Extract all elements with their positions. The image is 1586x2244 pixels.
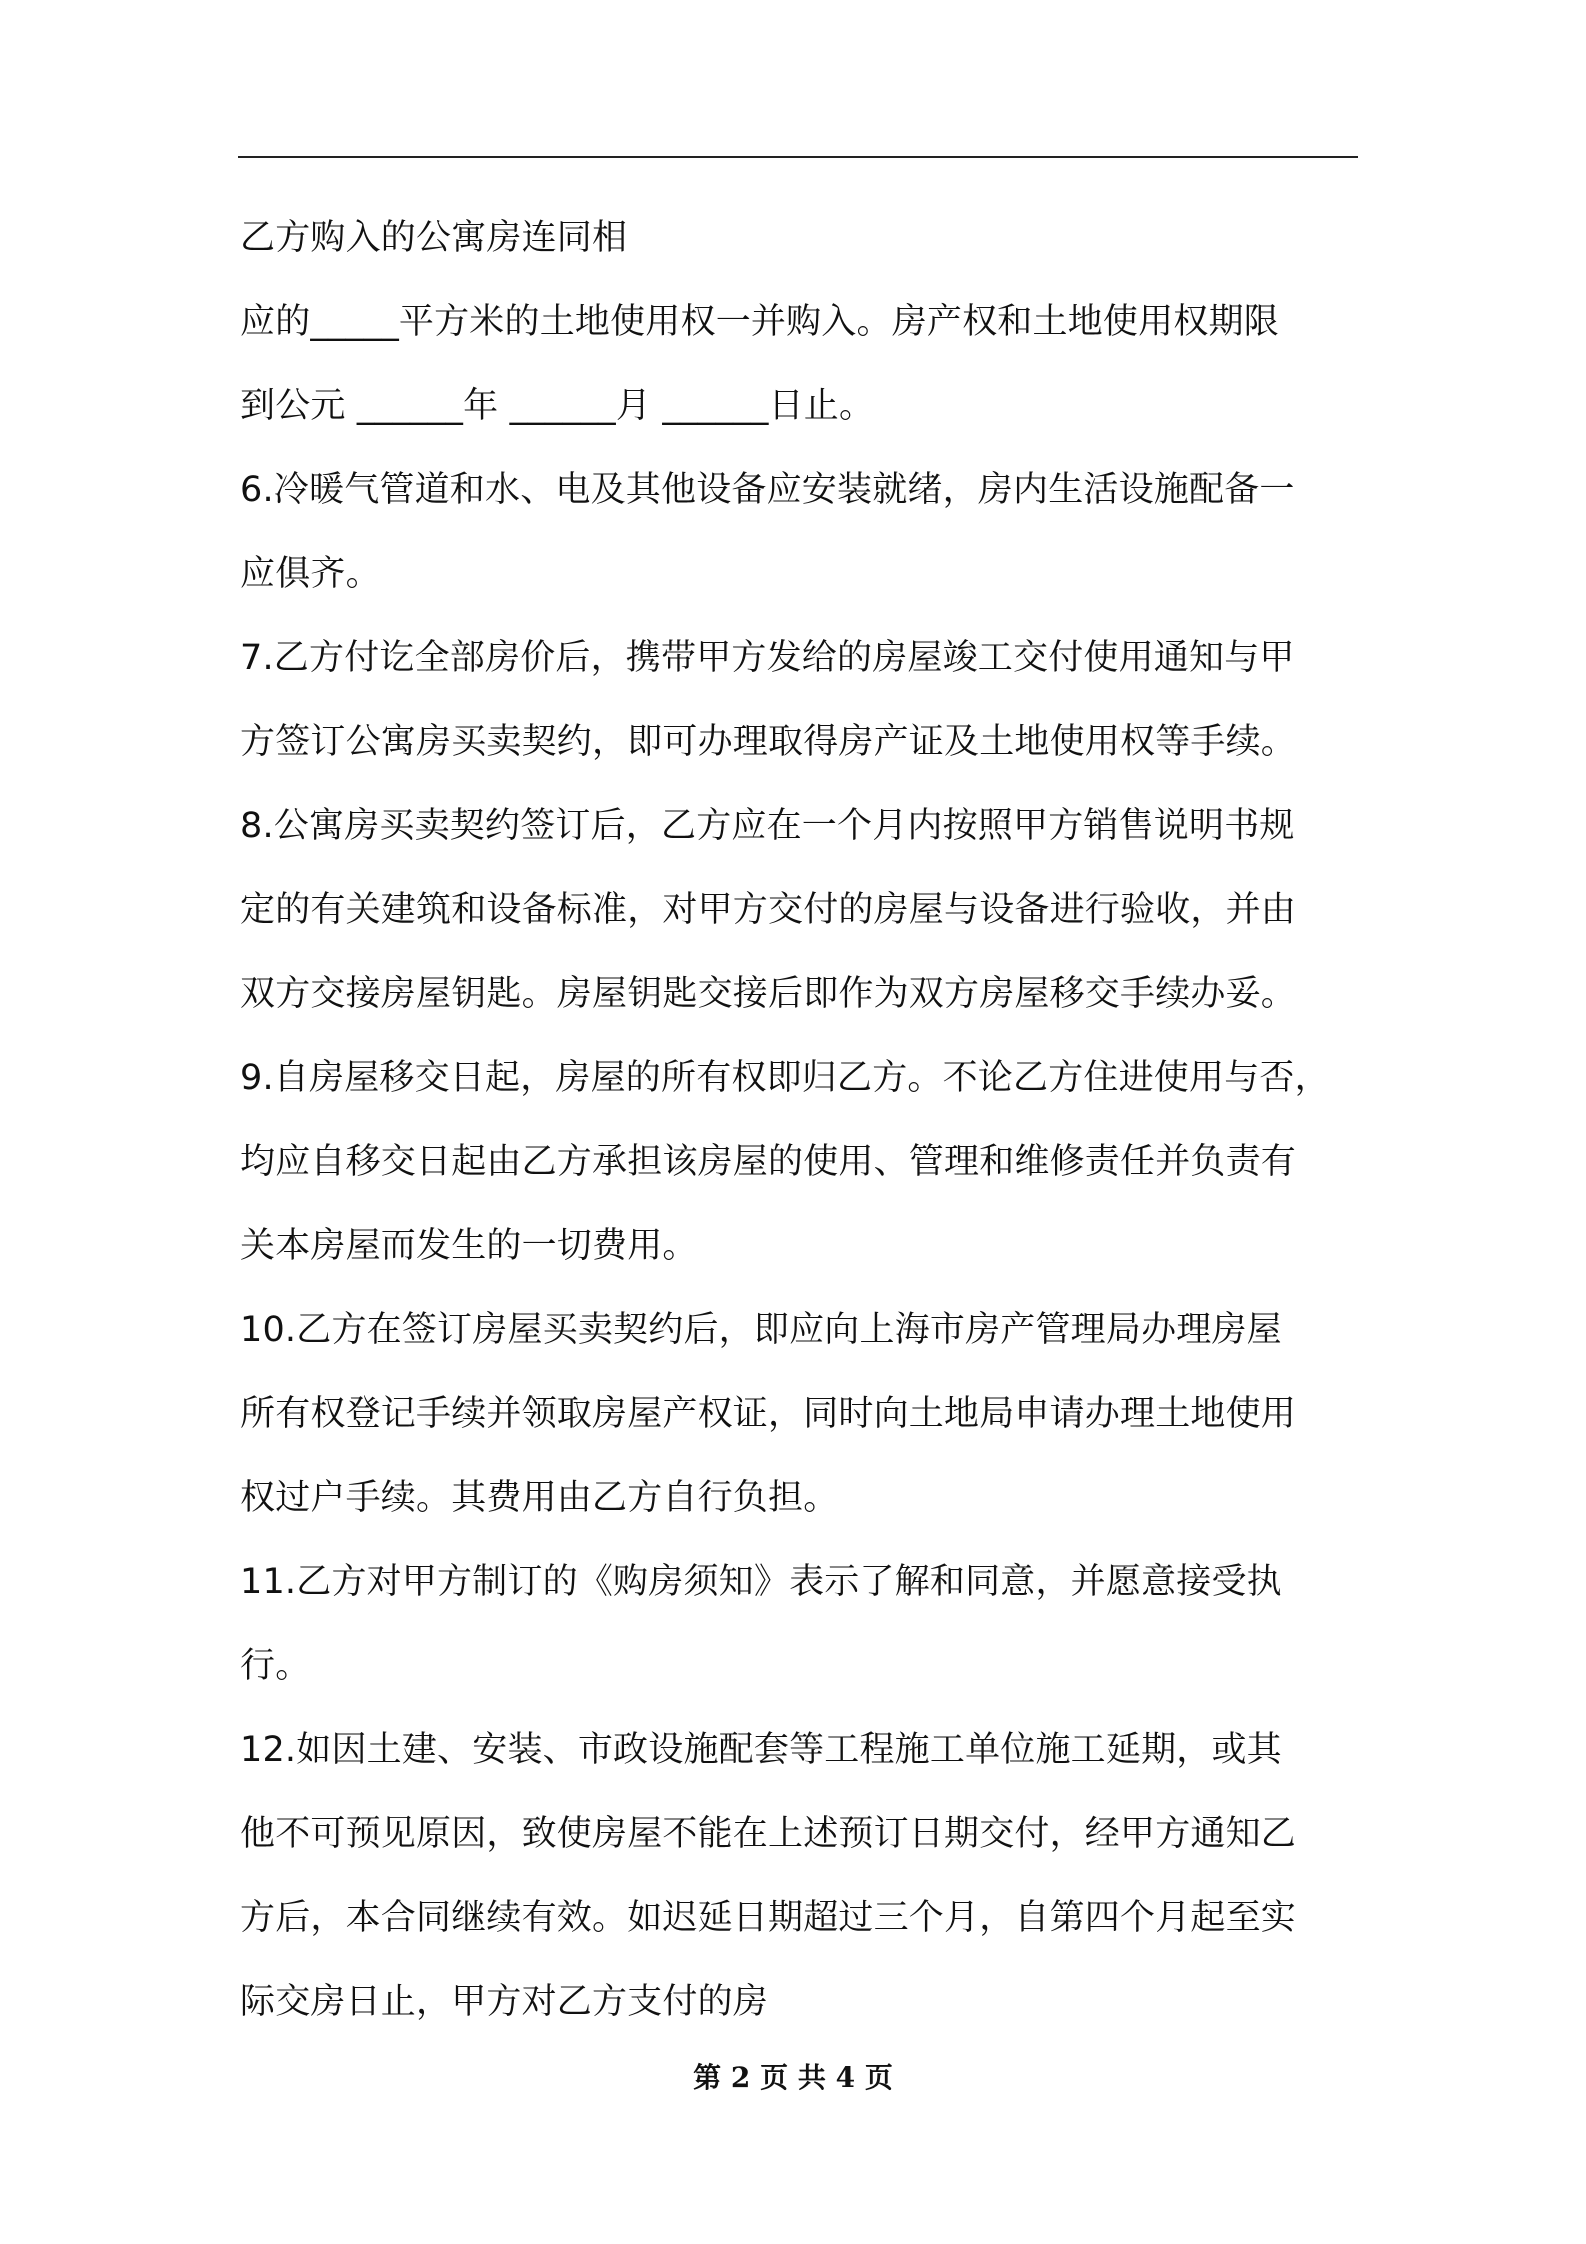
text-line: 权过户手续。其费用由乙方自行负担。 — [240, 1478, 839, 1518]
text-line: 均应自移交日起由乙方承担该房屋的使用、管理和维修责任并负责有 — [240, 1142, 1297, 1182]
text-line: 应的_____平方米的土地使用权一并购入。房产权和土地使用权期限 — [240, 302, 1279, 342]
text-line: 所有权登记手续并领取房屋产权证，同时向土地局申请办理土地使用 — [240, 1394, 1297, 1434]
text-line: 12.如因土建、安装、市政设施配套等工程施工单位施工延期，或其 — [240, 1730, 1282, 1770]
text-line: 双方交接房屋钥匙。房屋钥匙交接后即作为双方房屋移交手续办妥。 — [240, 974, 1297, 1014]
document-body — [240, 196, 1362, 2044]
text-line: 方签订公寓房买卖契约，即可办理取得房产证及土地使用权等手续。 — [240, 722, 1297, 762]
text-line: 关本房屋而发生的一切费用。 — [240, 1226, 698, 1266]
text-line: 到公元 ______年 ______月 ______日止。 — [240, 386, 875, 426]
text-line: 7.乙方付讫全部房价后，携带甲方发给的房屋竣工交付使用通知与甲 — [240, 638, 1295, 678]
text-line: 10.乙方在签订房屋买卖契约后，即应向上海市房产管理局办理房屋 — [240, 1310, 1282, 1350]
text-line: 9.自房屋移交日起，房屋的所有权即归乙方。不论乙方住进使用与否， — [240, 1058, 1330, 1098]
text-line: 11.乙方对甲方制订的《购房须知》表示了解和同意，并愿意接受执 — [240, 1562, 1282, 1602]
text-line: 方后，本合同继续有效。如迟延日期超过三个月，自第四个月起至实 — [240, 1898, 1297, 1938]
text-line: 他不可预见原因，致使房屋不能在上述预订日期交付，经甲方通知乙 — [240, 1814, 1297, 1854]
header-rule — [238, 156, 1358, 158]
text-line: 应俱齐。 — [240, 554, 381, 594]
text-line: 行。 — [240, 1646, 311, 1686]
text-line: 6.冷暖气管道和水、电及其他设备应安装就绪，房内生活设施配备一 — [240, 470, 1295, 510]
text-line: 定的有关建筑和设备标准，对甲方交付的房屋与设备进行验收，并由 — [240, 890, 1297, 930]
text-line: 乙方购入的公寓房连同相 — [240, 218, 628, 258]
text-line: 8.公寓房买卖契约签订后，乙方应在一个月内按照甲方销售说明书规 — [240, 806, 1295, 846]
text-line: 际交房日止，甲方对乙方支付的房 — [240, 1982, 769, 2022]
page-number-footer: 第 2 页 共 4 页 — [693, 2061, 893, 2094]
